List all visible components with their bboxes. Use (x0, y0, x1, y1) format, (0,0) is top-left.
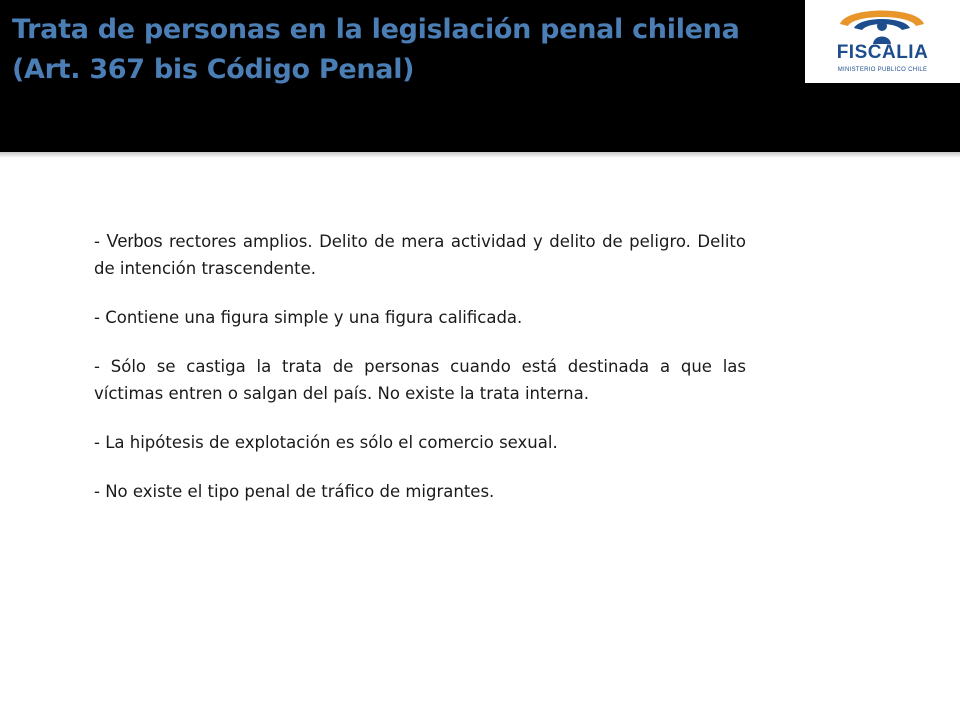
fiscalia-logo (805, 0, 960, 83)
bullet-item (94, 478, 746, 505)
bullet-text: Sólo se castiga la trata de personas cuando está destinada a que las víctimas entren o salgan del país. No existe la trata interna. (94, 357, 747, 403)
logo-subtext: MINISTERIO PUBLICO CHILE (837, 67, 928, 73)
bullet-prefix: - (94, 357, 111, 376)
bullet-text: rectores amplios. Delito de mera actividad y delito de peligro. Delito de intención trascendente. (94, 232, 746, 278)
header-divider (0, 152, 960, 158)
bullet-prefix: - (94, 308, 106, 327)
bullet-lead-word: Verbos (106, 231, 163, 251)
bullet-item (94, 304, 746, 331)
bullet-prefix: - (94, 482, 106, 501)
bullet-item (94, 228, 746, 282)
fiscalia-emblem-icon (832, 2, 932, 46)
bullet-prefix: - (94, 433, 106, 452)
bullet-text: No existe el tipo penal de tráfico de migrantes. (105, 482, 495, 501)
slide-body (94, 228, 746, 527)
bullet-item (94, 353, 746, 407)
bullet-prefix: - (94, 232, 107, 251)
bullet-text: Contiene una figura simple y una figura calificada. (105, 308, 523, 327)
slide-title (12, 10, 792, 90)
bullet-text: La hipótesis de explotación es sólo el comercio sexual. (105, 433, 558, 452)
slide-title-line-1: Trata de personas en la legislación penal chilena (12, 14, 740, 45)
slide-header (0, 0, 960, 152)
logo-text: FISCALIA (836, 42, 929, 63)
slide-title-line-2: (Art. 367 bis Código Penal) (12, 54, 415, 85)
bullet-item (94, 429, 746, 456)
